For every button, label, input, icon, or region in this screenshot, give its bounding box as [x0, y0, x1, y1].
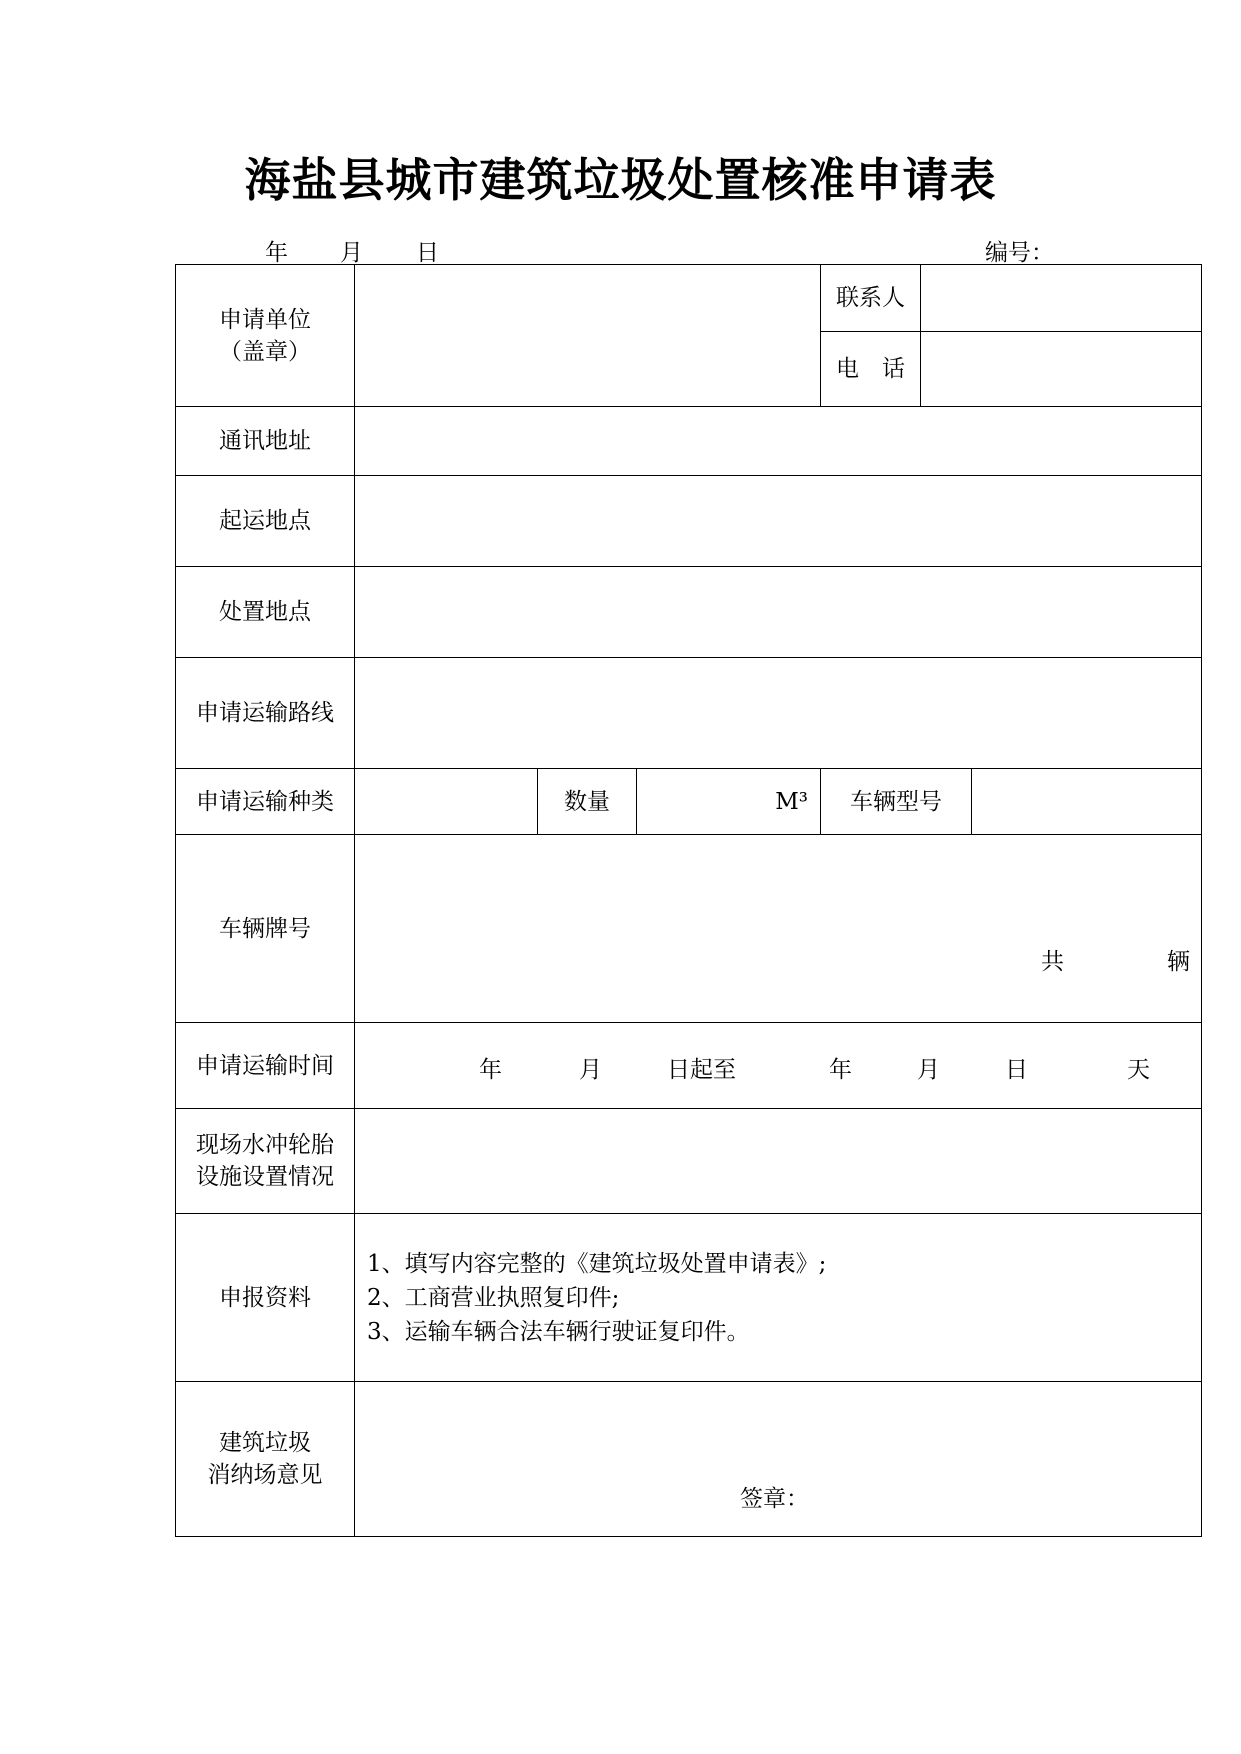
total-suffix: 辆	[1167, 949, 1190, 975]
transport-time-label: 申请运输时间	[176, 1023, 355, 1109]
start-year-label: 年	[479, 1057, 502, 1083]
applicant-unit-field[interactable]	[355, 265, 821, 407]
address-field[interactable]	[355, 407, 1202, 476]
documents-label: 申报资料	[176, 1214, 355, 1382]
month-label: 月	[340, 240, 363, 266]
document-item: 1、填写内容完整的《建筑垃圾处置申请表》;	[367, 1250, 827, 1277]
site-opinion-field[interactable]	[355, 1382, 1202, 1537]
vehicle-model-label: 车辆型号	[821, 769, 972, 835]
disposal-site-field[interactable]	[355, 567, 1202, 658]
signature-label: 签章：	[740, 1486, 809, 1512]
tire-wash-label: 现场水冲轮胎 设施设置情况	[176, 1109, 355, 1214]
start-day-to-label: 日起至	[667, 1057, 736, 1083]
total-prefix: 共	[1041, 949, 1064, 975]
document-item: 2、工商营业执照复印件;	[367, 1284, 620, 1311]
phone-field[interactable]	[921, 332, 1202, 407]
contact-person-field[interactable]	[921, 265, 1202, 332]
quantity-label: 数量	[538, 769, 637, 835]
address-label: 通讯地址	[176, 407, 355, 476]
contact-person-label: 联系人	[821, 265, 921, 332]
disposal-site-label: 处置地点	[176, 567, 355, 658]
vehicle-model-field[interactable]	[972, 769, 1202, 835]
route-field[interactable]	[355, 658, 1202, 769]
origin-label: 起运地点	[176, 476, 355, 567]
day-label: 日	[416, 240, 439, 266]
route-label: 申请运输路线	[176, 658, 355, 769]
phone-label: 电 话	[821, 332, 921, 407]
form-number-label: 编号：	[985, 240, 1054, 266]
end-year-label: 年	[829, 1057, 852, 1083]
cargo-type-field[interactable]	[355, 769, 538, 835]
plate-number-label: 车辆牌号	[176, 835, 355, 1023]
cubic-meter-unit: M³	[775, 788, 808, 815]
transport-time-field[interactable]	[355, 1023, 1202, 1109]
applicant-unit-label: 申请单位 （盖章）	[176, 265, 355, 407]
start-month-label: 月	[579, 1057, 602, 1083]
plate-number-field[interactable]	[355, 835, 1202, 1023]
origin-field[interactable]	[355, 476, 1202, 567]
days-label: 天	[1127, 1057, 1150, 1083]
application-form-table	[175, 264, 1202, 1537]
document-item: 3、运输车辆合法车辆行驶证复印件。	[367, 1318, 750, 1345]
documents-list	[355, 1214, 1202, 1382]
cargo-type-label: 申请运输种类	[176, 769, 355, 835]
quantity-field[interactable]	[637, 769, 821, 835]
tire-wash-field[interactable]	[355, 1109, 1202, 1214]
year-label: 年	[265, 240, 288, 266]
site-opinion-label: 建筑垃圾 消纳场意见	[176, 1382, 355, 1537]
form-title: 海盐县城市建筑垃圾处置核准申请表	[244, 153, 997, 207]
end-day-label: 日	[1005, 1057, 1028, 1083]
end-month-label: 月	[917, 1057, 940, 1083]
